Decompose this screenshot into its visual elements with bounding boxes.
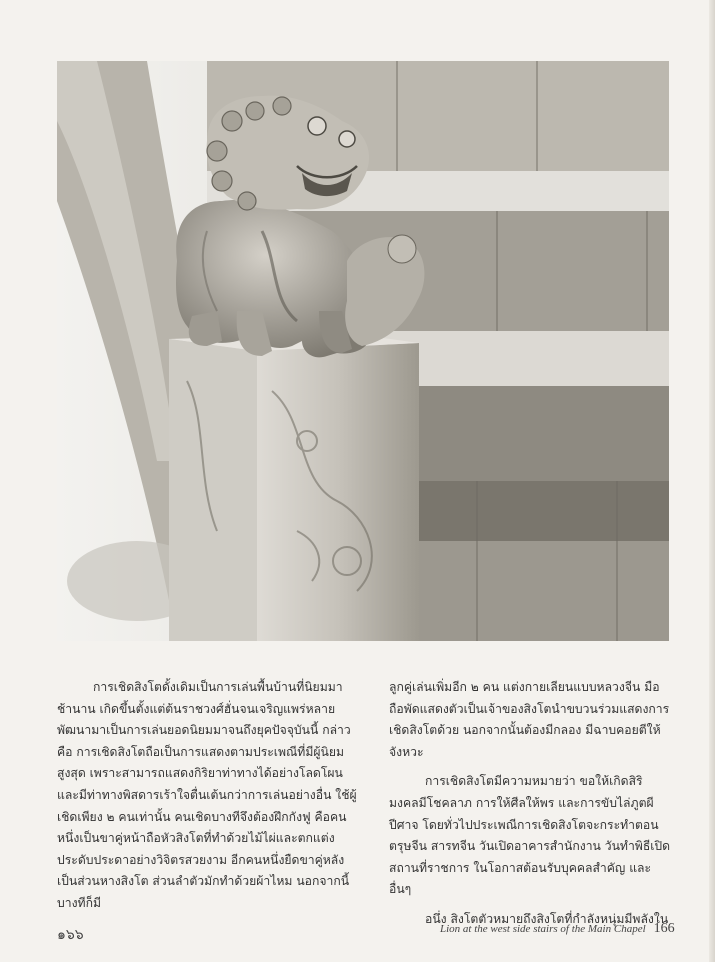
lion-photo xyxy=(57,61,669,641)
body-right-column xyxy=(389,677,671,931)
body-paragraph: อนึ่ง สิงโตตัวหมายถึงสิงโตที่กำลังหนุ่มมีพลังใน xyxy=(425,911,669,926)
page-number-thai: ๑๖๖ xyxy=(57,927,84,943)
body-paragraph: การเชิดสิงโตมีความหมายว่า ขอให้เกิดสิริมงคลมีโชคลาภ การให้ศีลให้พร และการขับไล่ภูตผีปีศาจ โดยทั่วไปประเพณีการเชิดสิงโตจะกระทำตอนตรุษจีน สารทจีน วันเปิดอาคารสำนักงาน วันทำพิธีเปิดสถานที่ราชการ ในโอกาสต้อนรับบุคคลสำคัญ และอื่นๆ xyxy=(389,774,671,897)
photo-caption-footer xyxy=(440,921,675,937)
body-paragraph: การเชิดสิงโตดั้งเดิมเป็นการเล่นพื้นบ้านที่นิยมมาช้านาน เกิดขึ้นตั้งแต่ต้นราชวงศ์ฮั่นจนเจริญแพร่หลายพัฒนามาเป็นการเล่นยอดนิยมมาจนถึงยุคปัจจุบันนี้ กล่าวคือ การเชิดสิงโตถือเป็นการแสดงตามประเพณีที่มีผู้นิยมสูงสุด เพราะสามารถแสดงกิริยาท่าทางได้อย่างโลดโผน และมีท่าทางพิสดารเร้าใจตื่นเต้นกว่าการเล่นอย่างอื่น ใช้ผู้เชิดเพียง ๒ คนเท่านั้น คนเชิดบางทีจึงต้องฝึกกังฟู คือคนหนึ่งเป็นขาคู่หน้าถือหัวสิงโตที่ทำด้วยไม้ไผ่และตกแต่งประดับประดาอย่างวิจิตรสวยงาม อีกคนหนึ่งยืดขาคู่หลังเป็นส่วนหางสิงโต ส่วนลำตัวมักทำด้วยผ้าไหม นอกจากนี้ บางทีก็มี xyxy=(57,680,357,910)
body-paragraph: ลูกคู่เล่นเพิ่มอีก ๒ คน แต่งกายเลียนแบบหลวงจีน มือถือพัดแสดงตัวเป็นเจ้าของสิงโตนำขบวนร่วมแสดงการเชิดสิงโตด้วย นอกจากนั้นต้องมีกลอง มีฉาบคอยตีให้จังหวะ xyxy=(389,680,670,759)
body-left-column xyxy=(57,677,357,915)
photo-caption: Lion at the west side stairs of the Main Chapel xyxy=(440,923,646,935)
page-number: 166 xyxy=(653,921,675,936)
page-edge xyxy=(709,0,715,962)
lion-photo-drawing xyxy=(57,61,669,641)
